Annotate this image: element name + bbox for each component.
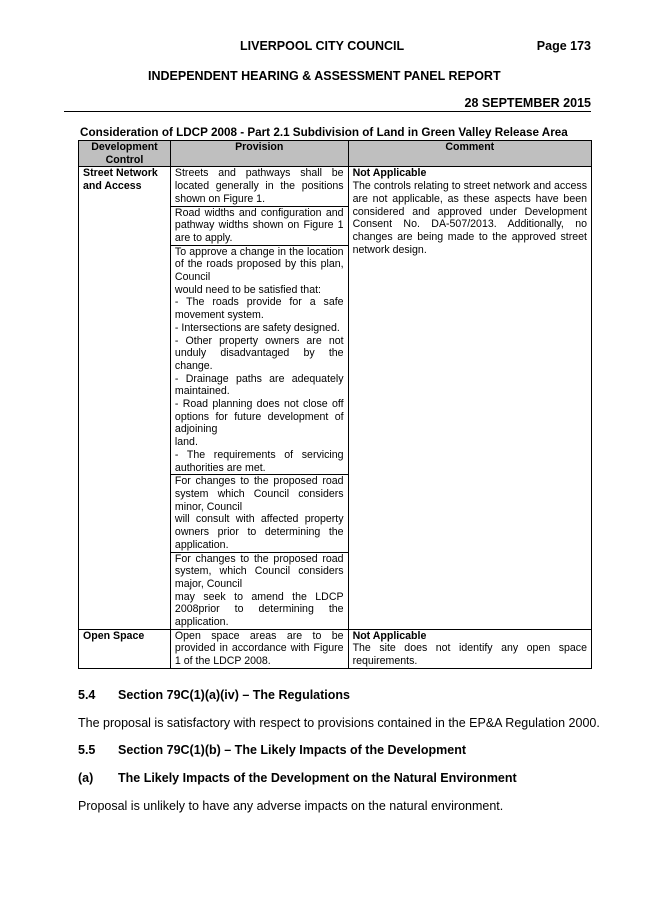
comment-body: The site does not identify any open space requirements.: [352, 642, 587, 668]
header-comment: Comment: [348, 141, 591, 167]
provision-block: [171, 630, 348, 668]
section-number: 5.5: [78, 743, 96, 757]
table-row: [79, 629, 592, 668]
table-header-row: [79, 141, 592, 167]
comment-heading: Not Applicable: [352, 629, 427, 642]
provision-text: For changes to the proposed road system, which Council considers major, Council: [174, 552, 344, 590]
control-cell: Open Space: [79, 629, 171, 668]
comment-body: The controls relating to street network and access are not applicable, as these aspects have been considered and approved under Development Consent No. DA-507/2013. Additionally, no changes are being made to the approved street network design.: [352, 180, 587, 256]
subsection-number: (a): [78, 771, 94, 785]
provision-text: Road widths and configuration and pathway widths shown on Figure 1 are to apply.: [174, 206, 344, 244]
provision-cell: [170, 167, 348, 629]
subsection-title: The Likely Impacts of the Development on the Natural Environment: [118, 771, 517, 785]
provision-text: For changes to the proposed road system which Council considers minor, Council: [174, 475, 344, 513]
provision-text: - The roads provide for a safe movement system.: [174, 296, 344, 322]
provision-block: [171, 167, 348, 205]
header-development-control: Development Control: [79, 141, 171, 167]
section-heading-5-5: [78, 743, 466, 757]
provision-block: [171, 245, 348, 475]
table-row: [79, 167, 592, 629]
provision-text: Streets and pathways shall be located generally in the positions shown on Figure 1.: [174, 167, 344, 205]
report-title: INDEPENDENT HEARING & ASSESSMENT PANEL REPORT: [148, 69, 501, 83]
table-title: Consideration of LDCP 2008 - Part 2.1 Subdivision of Land in Green Valley Release Area: [80, 126, 568, 139]
provision-text: will consult with affected property owners prior to determining the application.: [174, 513, 344, 551]
provision-text: - Drainage paths are adequately maintained.: [174, 372, 344, 398]
provision-text: may seek to amend the LDCP 2008prior to determining the application.: [174, 590, 344, 629]
provision-cell: [170, 629, 348, 668]
provision-block: [171, 474, 348, 551]
comment-cell: [348, 629, 591, 668]
provision-block: [171, 552, 348, 629]
header-provision: Provision: [170, 141, 348, 167]
comment-cell: [348, 167, 591, 629]
page-number: Page 173: [536, 39, 591, 53]
provision-block: [171, 206, 348, 245]
report-date: 28 SEPTEMBER 2015: [464, 96, 591, 110]
section-number: 5.4: [78, 688, 96, 702]
provision-text: Open space areas are to be provided in accordance with Figure 1 of the LDCP 2008.: [174, 629, 344, 668]
header-rule: [64, 111, 591, 112]
provision-text: - Road planning does not close off options for future development of adjoining: [174, 398, 344, 436]
subsection-heading-a: [78, 771, 517, 785]
provision-text: would need to be satisfied that:: [174, 283, 321, 296]
provision-text: - Intersections are safety designed.: [174, 321, 340, 334]
provision-text: land.: [174, 436, 198, 449]
provision-text: - The requirements of servicing authorities are met.: [174, 448, 344, 474]
section-title: Section 79C(1)(b) – The Likely Impacts of the Development: [118, 743, 466, 757]
provision-text: To approve a change in the location of the roads proposed by this plan, Council: [174, 245, 344, 284]
section-paragraph: The proposal is satisfactory with respect to provisions contained in the EP&A Regulation 2000.: [78, 716, 600, 730]
control-cell: Street Network and Access: [79, 167, 171, 629]
ldcp-table: [78, 140, 592, 669]
provision-text: - Other property owners are not unduly disadvantaged by the change.: [174, 334, 344, 372]
section-heading-5-4: [78, 688, 350, 702]
page-header-top: [0, 39, 591, 53]
comment-heading: Not Applicable: [352, 167, 427, 180]
section-paragraph: Proposal is unlikely to have any adverse impacts on the natural environment.: [78, 799, 504, 813]
section-title: Section 79C(1)(a)(iv) – The Regulations: [118, 688, 350, 702]
council-name: LIVERPOOL CITY COUNCIL: [240, 39, 405, 53]
